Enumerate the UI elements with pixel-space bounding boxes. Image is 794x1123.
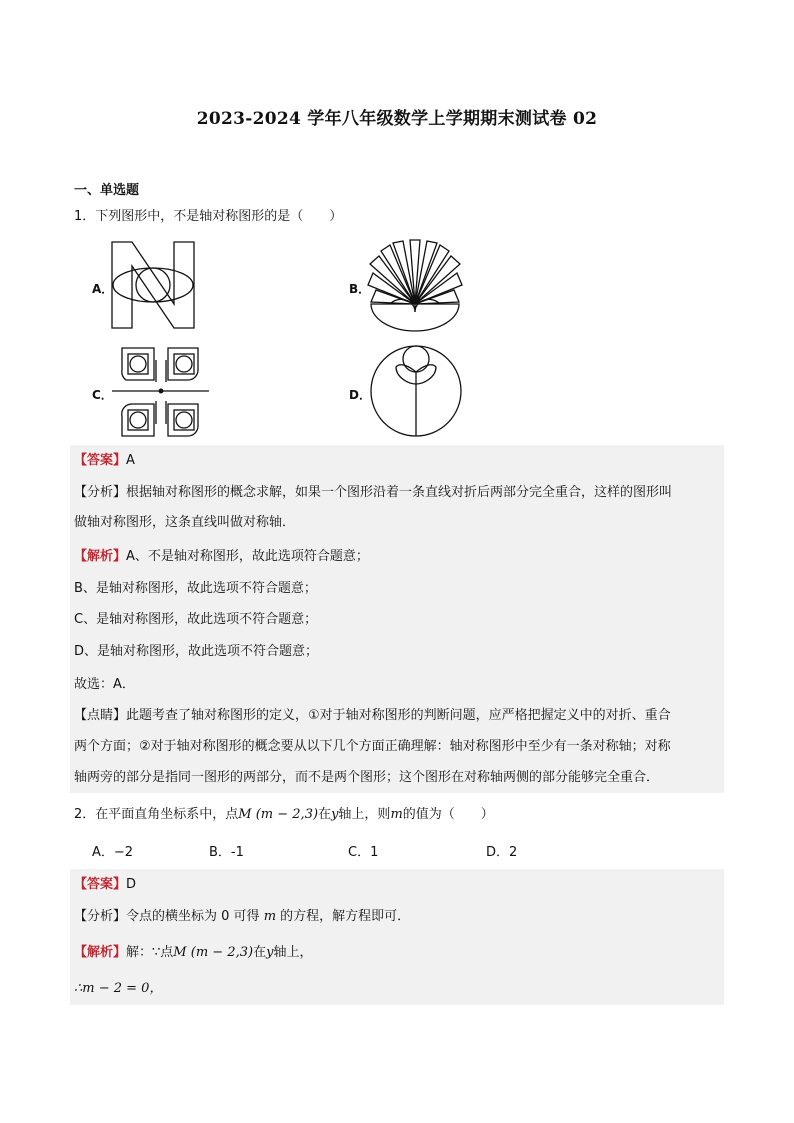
q2-step: ∴m − 2 = 0， [74, 981, 163, 996]
solution-text: A、不是轴对称图形，故此选项符合题意； [126, 549, 369, 564]
solution-text-b: 在 [253, 945, 267, 960]
q2-option-d: D．2 [486, 845, 518, 860]
solution-tag: 【解析】 [74, 945, 127, 960]
q2-stem-a: 2．在平面直角坐标系中，点 [74, 807, 239, 822]
comment-text: 此题考查了轴对称图形的定义，①对于轴对称图形的判断问题，应严格把握定义中的对折、重合 [126, 708, 671, 723]
answer-value: D [126, 877, 137, 892]
page-title: 2023-2024 学年八年级数学上学期期末测试卷 02 [196, 109, 598, 129]
solution-coords: (m − 2,3) [190, 945, 254, 960]
q2-coords: (m − 2,3) [255, 807, 319, 822]
analysis-var: m [263, 909, 277, 924]
solution-point: M [173, 945, 187, 960]
section-heading: 一、单选题 [74, 183, 140, 198]
q2-var: m [390, 807, 403, 822]
answer-tag: 【答案】 [74, 453, 127, 468]
q1-analysis-line1 [74, 484, 672, 502]
answer-tag: 【答案】 [74, 877, 127, 892]
solution-tag: 【解析】 [74, 549, 127, 564]
q2-point: M [238, 807, 252, 822]
q1-solution-line4: D、是轴对称图形，故此选项不符合题意； [74, 644, 319, 659]
q2-option-a: A．−2 [92, 845, 134, 860]
q1-comment-line2: 两个方面；②对于轴对称图形的概念要从以下几个方面正确理解：轴对称图形中至少有一条对称轴；对称 [74, 739, 671, 754]
q1-option-d-label: D． [349, 388, 371, 402]
q2-stem-c: 轴上，则 [338, 807, 391, 822]
analysis-text-a: 令点的横坐标为 0 可得 [126, 909, 260, 924]
q1-figure-b [370, 240, 460, 332]
q2-axis-var: y [331, 807, 339, 822]
q2-solution [74, 944, 312, 962]
q1-option-b-label: B． [349, 282, 371, 296]
answer-value: A [126, 453, 135, 468]
q1-figure-d [370, 344, 462, 438]
solution-text-a: 解：∵点 [126, 945, 174, 960]
solution-axis: y [266, 945, 274, 960]
q2-stem [74, 806, 494, 824]
q1-comment-line3: 轴两旁的部分是指同一图形的两部分，而不是两个图形；这个图形在对称轴两侧的部分能够完全重合． [74, 770, 660, 785]
q1-comment-line1 [74, 707, 671, 725]
q1-choose: 故选：A． [74, 677, 135, 692]
analysis-tag: 【分析】 [74, 485, 127, 500]
q1-solution-line1 [74, 548, 369, 566]
q1-option-c-label: C． [92, 388, 113, 402]
analysis-text-b: 的方程，解方程即可． [280, 909, 411, 924]
q2-analysis [74, 908, 410, 926]
q1-solution-line3: C、是轴对称图形，故此选项不符合题意； [74, 612, 318, 627]
q2-option-c: C．1 [348, 845, 379, 860]
q1-answer [74, 452, 135, 470]
q2-solution-block [70, 869, 724, 1005]
q1-analysis-line2: 做轴对称图形，这条直线叫做对称轴． [74, 515, 296, 530]
q1-option-a-label: A． [92, 282, 114, 296]
q2-stem-b: 在 [318, 807, 332, 822]
solution-text-c: 轴上， [273, 945, 313, 960]
q2-answer [74, 876, 136, 894]
comment-tag: 【点睛】 [74, 708, 127, 723]
q2-option-b: B．-1 [209, 845, 244, 860]
q1-figure-c [112, 346, 210, 438]
q1-solution-line2: B、是轴对称图形，故此选项不符合题意； [74, 581, 317, 596]
q1-figure-a [112, 242, 194, 328]
q2-stem-d: 的值为（ ） [402, 807, 494, 822]
analysis-text: 根据轴对称图形的概念求解，如果一个图形沿着一条直线对折后两部分完全重合，这样的图形叫 [126, 485, 673, 500]
q1-stem: 1．下列图形中，不是轴对称图形的是（ ） [74, 209, 343, 224]
analysis-tag: 【分析】 [74, 909, 127, 924]
